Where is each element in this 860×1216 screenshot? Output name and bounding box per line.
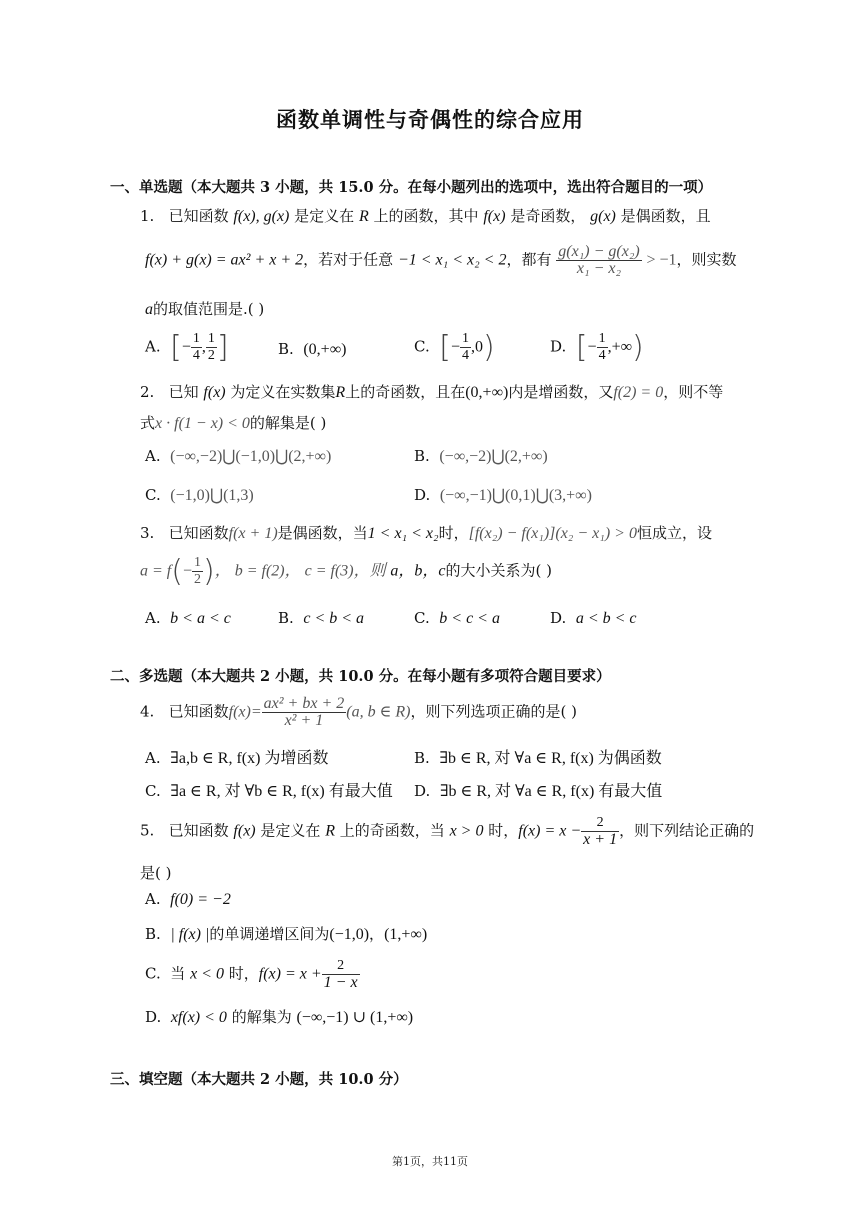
question-2-option-b[interactable]: B. (−∞,−2)⋃(2,+∞) <box>414 447 548 465</box>
section-heading-fill-in: 三、填空题（本大题共 2 小题，共 10.0 分） <box>110 1071 408 1088</box>
question-2-option-a[interactable]: A. (−∞,−2)⋃(−1,0)⋃(2,+∞) <box>145 447 332 465</box>
question-4-option-c[interactable]: C. ∃a ∈ R, 对 ∀b ∈ R, f(x) 有最大值 <box>145 782 393 800</box>
question-1-line-2: f(x) + g(x) = ax² + x + 2，若对于任意 −1 < x₁ < x₂ < 2，都有 $\frac{\text{g(x₁) − g(x₂)}}{\text{x₁ − x₂}}$ > −1，则实数 <box>145 243 737 277</box>
question-1-option-d[interactable]: D. [− $\frac{1}{4}$ ,+∞) <box>550 330 644 365</box>
question-3-option-b[interactable]: B. c < b < a <box>278 609 365 627</box>
question-3-option-c[interactable]: C. b < c < a <box>414 609 500 627</box>
question-4-option-a[interactable]: A. ∃a,b ∈ R, f(x) 为增函数 <box>145 749 329 767</box>
question-1-option-c[interactable]: C. [− $\frac{1}{4}$ ,0) <box>414 330 495 365</box>
question-3-line-2: a = f(− $\frac{1}{2}$ )， b = f(2)， c = f(3)，则 a，b，c的大小关系为( ) <box>140 554 552 589</box>
question-1-line-3: a的取值范围是.( ) <box>145 300 265 318</box>
question-5-option-d[interactable]: D. xf(x) < 0 的解集为 (−∞,−1) ∪ (1,+∞) <box>145 1008 414 1026</box>
page-title: 函数单调性与奇偶性的综合应用 <box>276 107 584 132</box>
question-3-option-d[interactable]: D. a < b < c <box>550 609 637 627</box>
question-4-line-1: 4. 已知函数f(x)= $\frac{\text{ax² + bx + 2}}{\text{x² + 1}}$ (a, b ∈ R)，则下列选项正确的是( ) <box>140 695 577 729</box>
question-5-line-2: 是( ) <box>140 864 172 882</box>
question-5-line-1: 5. 已知函数 f(x) 是定义在 R 上的奇函数，当 x > 0 时，f(x) = x − $\frac{2}{x + 1}$ ，则下列结论正确的 <box>140 815 755 848</box>
page-footer: 第1页，共11页 <box>392 1155 468 1168</box>
question-2-option-c[interactable]: C. (−1,0)⋃(1,3) <box>145 486 254 504</box>
question-4-option-b[interactable]: B. ∃b ∈ R, 对 ∀a ∈ R, f(x) 为偶函数 <box>414 749 662 767</box>
question-5-option-b[interactable]: B. | f(x) |的单调递增区间为(−1,0)，(1,+∞) <box>145 925 428 943</box>
question-1-option-b[interactable]: B. (0,+∞) <box>278 340 347 358</box>
question-2-line-1: 2. 已知 f(x) 为定义在实数集R上的奇函数，且在(0,+∞)内是增函数，又f(2) = 0，则不等 <box>140 383 724 401</box>
question-5-option-c[interactable]: C. 当 x < 0 时，f(x) = x + $\frac{2}{1 - x}$ <box>145 958 358 991</box>
question-1-line-1: 1. 已知函数 f(x), g(x) 是定义在 R 上的函数，其中 f(x) 是奇函数， g(x) 是偶函数，且 <box>140 207 711 225</box>
question-1-option-a[interactable]: A. [− $\frac{1}{4}$ , $\frac{1}{2}$ ] <box>145 330 229 365</box>
question-2-line-2: 式x · f(1 − x) < 0的解集是( ) <box>140 414 327 432</box>
question-2-option-d[interactable]: D. (−∞,−1)⋃(0,1)⋃(3,+∞) <box>414 486 592 504</box>
question-4-option-d[interactable]: D. ∃b ∈ R, 对 ∀a ∈ R, f(x) 有最大值 <box>414 782 663 800</box>
question-3-option-a[interactable]: A. b < a < c <box>145 609 231 627</box>
question-5-option-a[interactable]: A. f(0) = −2 <box>145 890 231 908</box>
question-3-line-1: 3. 已知函数f(x + 1)是偶函数，当1 < x₁ < x₂时，[f(x₂) − f(x₁)](x₂ − x₁) > 0恒成立，设 <box>140 524 712 542</box>
section-heading-single-choice: 一、单选题（本大题共 3 小题，共 15.0 分。在每小题列出的选项中，选出符合题目的一项） <box>110 179 713 196</box>
section-heading-multiple-choice: 二、多选题（本大题共 2 小题，共 10.0 分。在每小题有多项符合题目要求） <box>110 668 611 685</box>
